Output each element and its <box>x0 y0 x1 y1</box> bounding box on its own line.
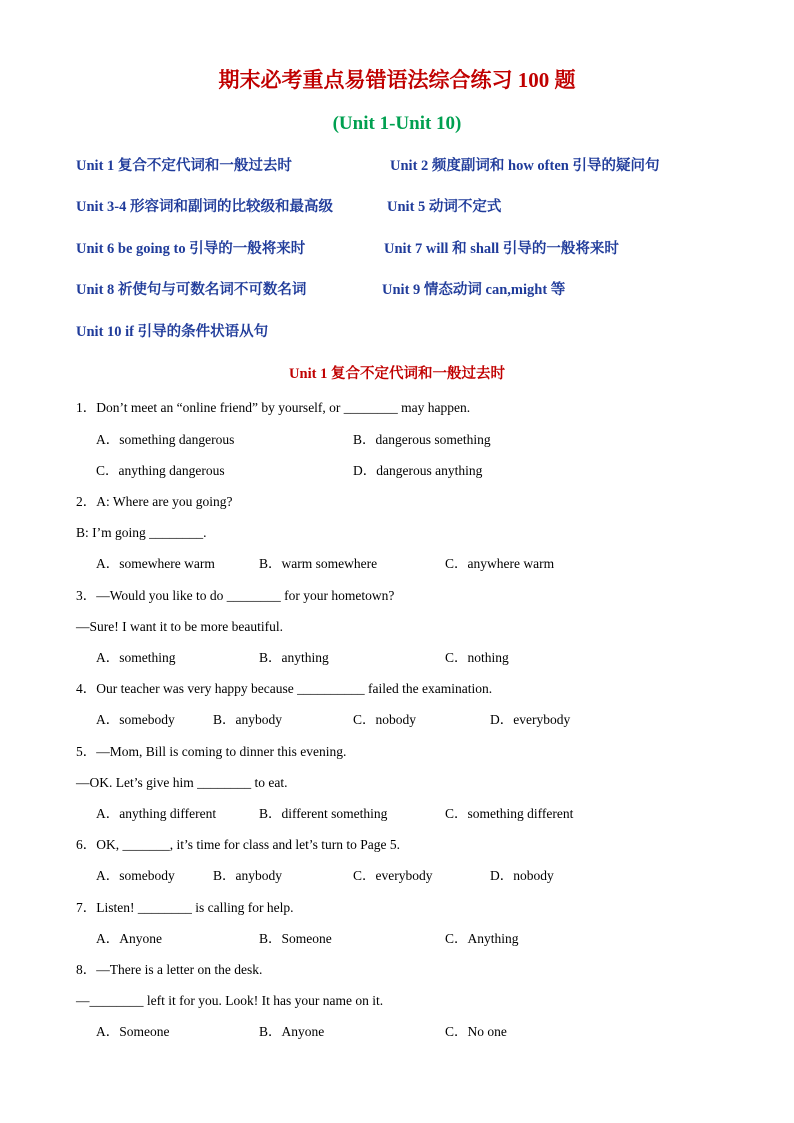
question-stem: —________ left it for you. Look! It has your name on it. <box>76 993 384 1008</box>
option-a: A．somebody <box>96 868 175 883</box>
unit-overview-item: Unit 6 be going to 引导的一般将来时 <box>76 241 306 257</box>
question-stem: 8．—There is a letter on the desk. <box>76 962 263 977</box>
option-c: C．something different <box>445 806 574 821</box>
unit-overview-item: Unit 2 频度副词和 how often 引导的疑问句 <box>390 158 660 174</box>
question-stem: 2．A: Where are you going? <box>76 494 233 509</box>
unit-overview-item: Unit 7 will 和 shall 引导的一般将来时 <box>384 241 619 257</box>
question-stem: B: I’m going ________. <box>76 525 207 540</box>
option-a: A．Someone <box>96 1024 170 1039</box>
option-c: C．Anything <box>445 931 519 946</box>
option-a: A．somewhere warm <box>96 556 215 571</box>
option-d: D．everybody <box>490 712 571 727</box>
option-b: B．anything <box>259 650 329 665</box>
unit-overview-item: Unit 8 祈使句与可数名词不可数名词 <box>76 282 307 298</box>
question-stem: 3．—Would you like to do ________ for your hometown? <box>76 588 395 603</box>
option-b: B．dangerous something <box>353 432 491 447</box>
option-d: D．dangerous anything <box>353 463 483 478</box>
question-stem: —OK. Let’s give him ________ to eat. <box>76 775 288 790</box>
option-b: B．anybody <box>213 868 282 883</box>
option-b: B．Anyone <box>259 1024 325 1039</box>
page-subtitle: (Unit 1-Unit 10) <box>332 113 462 134</box>
option-a: A．somebody <box>96 712 175 727</box>
option-d: D．nobody <box>490 868 554 883</box>
option-b: B．warm somewhere <box>259 556 378 571</box>
option-c: C．No one <box>445 1024 507 1039</box>
question-stem: 1．Don’t meet an “online friend” by yourself, or ________ may happen. <box>76 400 471 415</box>
option-a: A．something dangerous <box>96 432 235 447</box>
option-c: C．anything dangerous <box>96 463 225 478</box>
question-stem: 5．—Mom, Bill is coming to dinner this evening. <box>76 744 347 759</box>
unit-overview-item: Unit 1 复合不定代词和一般过去时 <box>76 158 292 174</box>
unit-overview-item: Unit 9 情态动词 can,might 等 <box>382 282 566 298</box>
option-c: C．anywhere warm <box>445 556 555 571</box>
option-b: B．Someone <box>259 931 332 946</box>
page-title: 期末必考重点易错语法综合练习 100 题 <box>218 68 576 92</box>
option-c: C．nothing <box>445 650 509 665</box>
unit-overview-item: Unit 10 if 引导的条件状语从句 <box>76 324 269 340</box>
option-a: A．anything different <box>96 806 217 821</box>
option-c: C．nobody <box>353 712 417 727</box>
unit-overview-item: Unit 3-4 形容词和副词的比较级和最高级 <box>76 199 333 215</box>
option-a: A．something <box>96 650 176 665</box>
question-stem: 4．Our teacher was very happy because __________ failed the examination. <box>76 681 493 696</box>
section-heading: Unit 1 复合不定代词和一般过去时 <box>289 366 505 382</box>
option-b: B．different something <box>259 806 388 821</box>
question-stem: 6．OK, _______, it’s time for class and let’s turn to Page 5. <box>76 837 400 852</box>
question-stem: 7．Listen! ________ is calling for help. <box>76 900 294 915</box>
option-c: C．everybody <box>353 868 433 883</box>
unit-overview-item: Unit 5 动词不定式 <box>387 199 502 215</box>
question-stem: —Sure! I want it to be more beautiful. <box>76 619 283 634</box>
option-a: A．Anyone <box>96 931 162 946</box>
option-b: B．anybody <box>213 712 282 727</box>
